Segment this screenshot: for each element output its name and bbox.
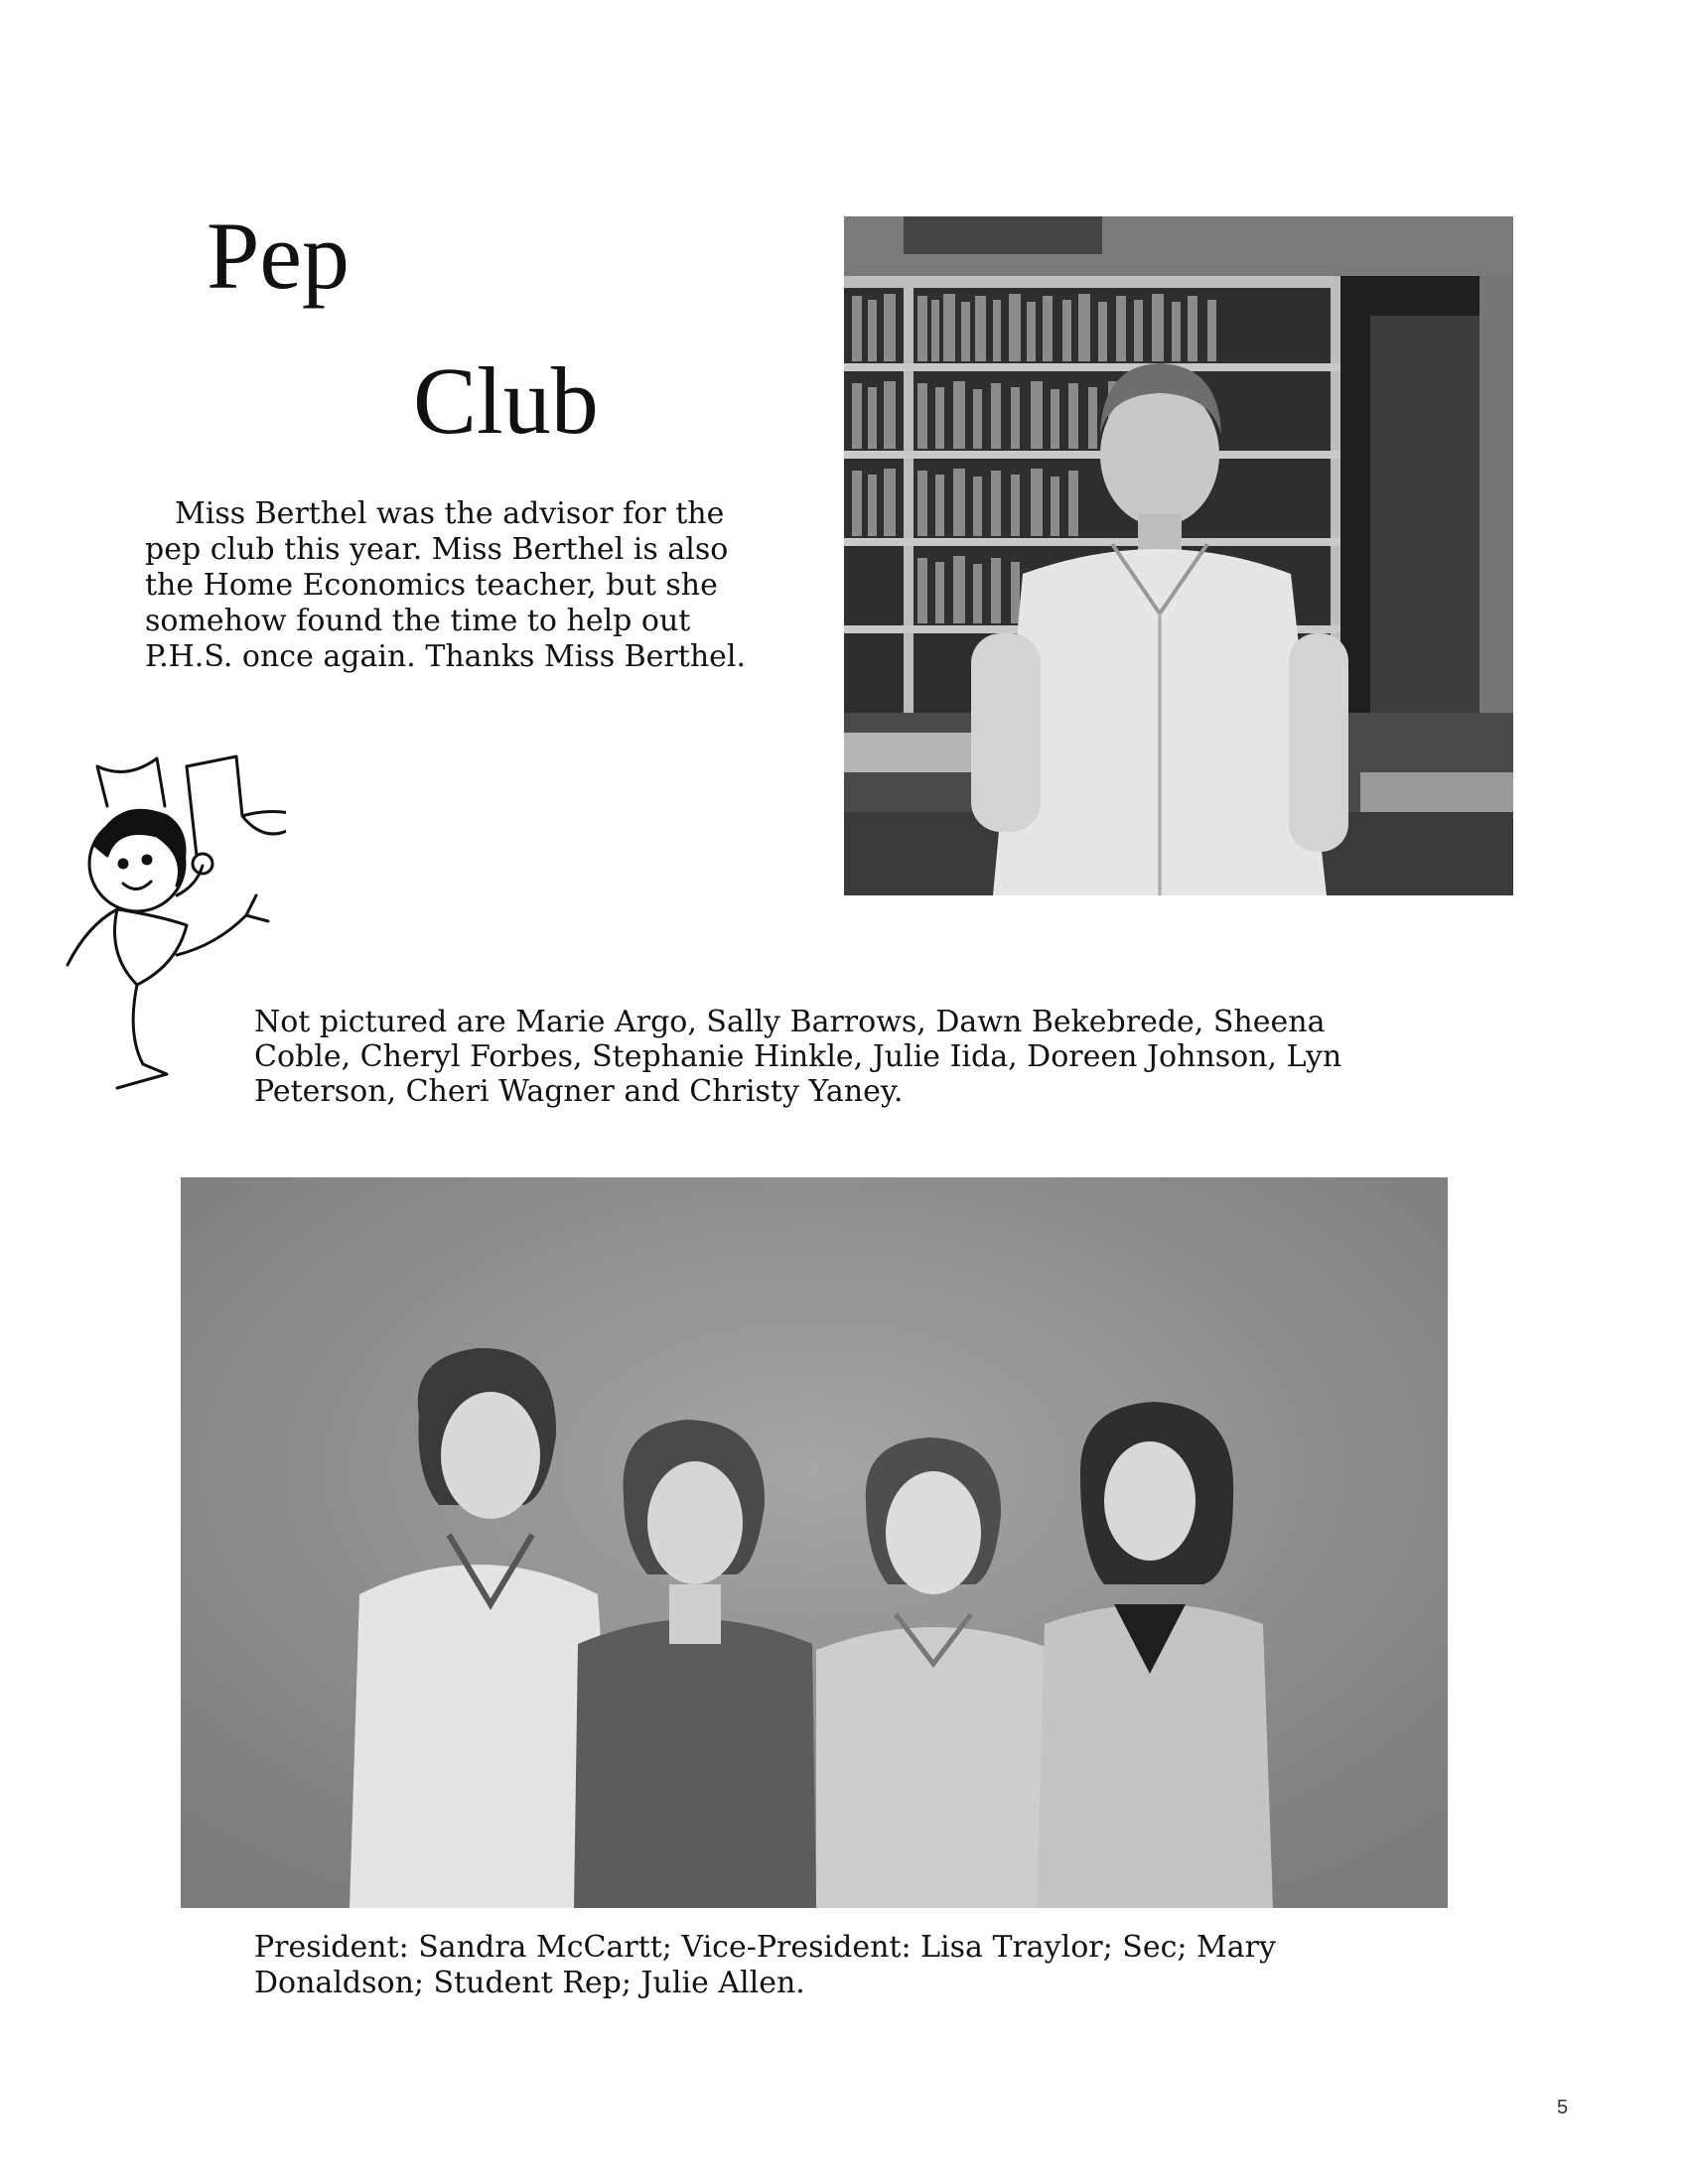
officers-group-photo	[181, 1177, 1448, 1908]
advisor-photo	[844, 216, 1513, 895]
page-title-pep: Pep	[207, 203, 350, 309]
cheerleader-mascot-illustration	[48, 747, 286, 1094]
officers-caption: President: Sandra McCartt; Vice-President: Lisa Traylor; Sec; Mary Donaldson; Student Rep; Julie Allen.	[254, 1930, 1276, 2000]
not-pictured-caption: Not pictured are Marie Argo, Sally Barrows, Dawn Bekebrede, Sheena Coble, Cheryl Forbes, Stephanie Hinkle, Julie Iida, Doreen Johnson, Lyn Peterson, Cheri Wagner and Christy Yaney.	[254, 1005, 1342, 1109]
page-number: 5	[1557, 2097, 1569, 2118]
advisor-paragraph: Miss Berthel was the advisor for the pep club this year. Miss Berthel is also the Home Economics teacher, but she somehow found the time to help out P.H.S. once again. Thanks Miss Berthel.	[145, 496, 747, 674]
page-title-club: Club	[413, 347, 599, 454]
